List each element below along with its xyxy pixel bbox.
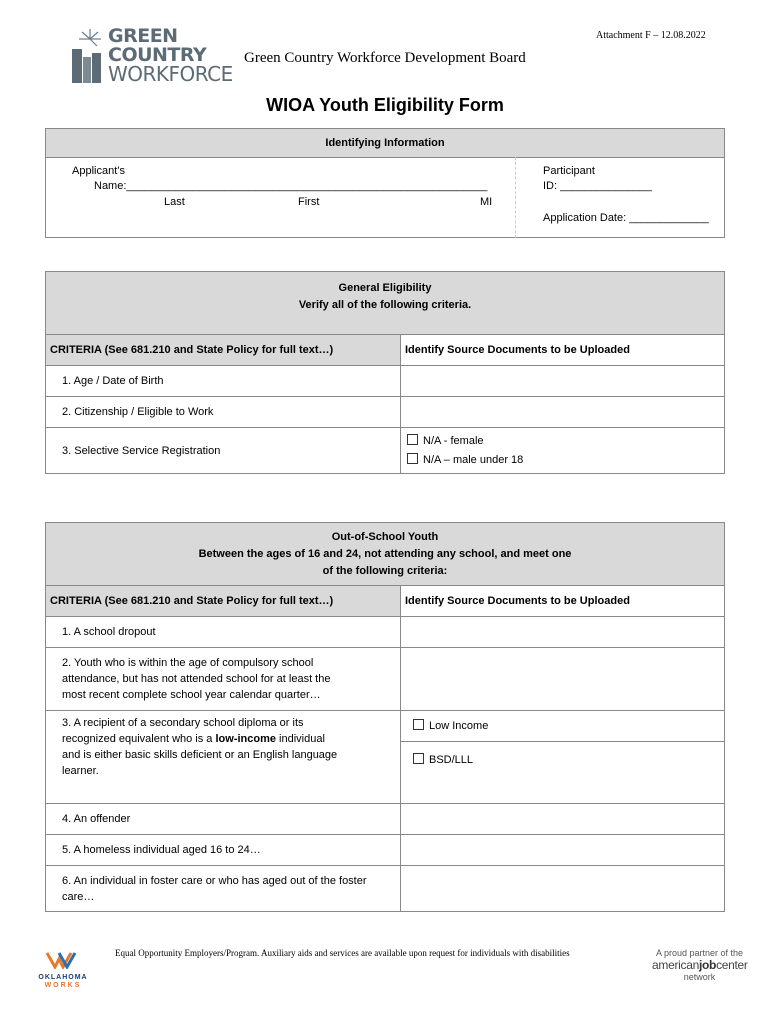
checkbox-icon[interactable]: [407, 434, 418, 445]
criteria-column-header: CRITERIA (See 681.210 and State Policy for full text…): [46, 586, 401, 617]
general-eligibility-header: [45, 271, 725, 335]
form-title: WIOA Youth Eligibility Form: [266, 95, 504, 115]
eeo-statement: Equal Opportunity Employers/Program. Auxiliary aids and services are available upon request for individuals with disabilities: [115, 948, 570, 958]
docs-cell-homeless[interactable]: [401, 835, 725, 866]
table-header-row: [46, 586, 725, 617]
oos-heading-1: Out-of-School Youth: [331, 531, 439, 543]
table-header-row: [46, 335, 725, 366]
criteria-age: 1. Age / Date of Birth: [46, 366, 401, 397]
last-label: Last: [164, 196, 185, 208]
docs-cell-offender[interactable]: [401, 804, 725, 835]
docs-cell-foster-care[interactable]: [401, 866, 725, 912]
documents-column-header: Identify Source Documents to be Uploaded: [401, 586, 725, 617]
logo-line-2: COUNTRY: [108, 44, 207, 66]
ajc-logo: [652, 948, 747, 982]
na-male-option[interactable]: N/A – male under 18: [407, 451, 724, 470]
docs-cell-compulsory[interactable]: [401, 648, 725, 711]
participant-id-field[interactable]: ID: _______________: [543, 180, 652, 192]
checkbox-icon[interactable]: [407, 453, 418, 464]
criteria-dropout: 1. A school dropout: [46, 617, 401, 648]
table-row: [46, 835, 725, 866]
logo-line-3: WORKFORCE: [108, 62, 233, 86]
column-divider: [515, 157, 517, 238]
oklahoma-works-logo: [35, 951, 91, 991]
oklahoma-label: OKLAHOMA: [38, 974, 88, 981]
criteria-homeless: 5. A homeless individual aged 16 to 24…: [46, 835, 401, 866]
table-row: [46, 711, 725, 742]
docs-cell-selective-service: [401, 428, 725, 474]
oos-heading-2: Between the ages of 16 and 24, not attending any school, and meet one: [198, 548, 572, 560]
ajc-network: network: [683, 972, 716, 982]
table-row: [46, 428, 725, 474]
table-row: [46, 866, 725, 912]
criteria-foster-care: 6. An individual in foster care or who has aged out of the foster care…: [46, 866, 401, 912]
ajc-tagline: A proud partner of the: [655, 948, 744, 958]
oklahoma-works-mark-icon: [45, 951, 81, 969]
works-label: WORKS: [44, 982, 82, 989]
applicant-label: Applicant’s: [72, 165, 125, 177]
ajc-wordmark: americanjobcenter: [652, 958, 748, 972]
mi-label: MI: [480, 196, 493, 208]
documents-column-header: Identify Source Documents to be Uploaded: [401, 335, 725, 366]
criteria-column-header: CRITERIA (See 681.210 and State Policy for full text…): [46, 335, 401, 366]
identifying-info-body: [45, 157, 725, 238]
na-female-option[interactable]: N/A - female: [407, 432, 724, 451]
checkbox-icon[interactable]: [413, 753, 424, 764]
criteria-diploma-recipient: 3. A recipient of a secondary school diploma or its recognized equivalent who is a low-income individual and is either basic skills deficient or an English language learner.: [46, 711, 401, 804]
criteria-selective-service: 3. Selective Service Registration: [46, 428, 401, 474]
city-skyline-icon: [70, 27, 104, 85]
participant-label: Participant: [543, 165, 595, 177]
identifying-info-heading: Identifying Information: [325, 137, 445, 149]
docs-cell-dropout[interactable]: [401, 617, 725, 648]
identifying-info-header: [45, 128, 725, 158]
low-income-option[interactable]: Low Income: [401, 711, 725, 742]
docs-cell-citizenship[interactable]: [401, 397, 725, 428]
logo-line-1: GREEN: [108, 25, 178, 47]
table-row: [46, 397, 725, 428]
docs-cell-age[interactable]: [401, 366, 725, 397]
criteria-compulsory: 2. Youth who is within the age of compulsory school attendance, but has not attended school for at least the most recent complete school year calendar quarter…: [46, 648, 401, 711]
table-row: [46, 617, 725, 648]
general-heading-2: Verify all of the following criteria.: [298, 299, 472, 311]
board-name: Green Country Workforce Development Board: [244, 50, 526, 66]
criteria-citizenship: 2. Citizenship / Eligible to Work: [46, 397, 401, 428]
general-heading-1: General Eligibility: [338, 282, 432, 294]
oos-table: [45, 585, 725, 912]
attachment-label: Attachment F – 12.08.2022: [596, 30, 706, 41]
criteria-offender: 4. An offender: [46, 804, 401, 835]
green-country-logo: [70, 25, 233, 87]
first-label: First: [298, 196, 320, 208]
applicant-name-field[interactable]: Name:___________________________________________________________: [94, 180, 488, 192]
oos-heading-3: of the following criteria:: [322, 565, 448, 577]
table-row: [46, 366, 725, 397]
table-row: [46, 804, 725, 835]
checkbox-icon[interactable]: [413, 719, 424, 730]
general-eligibility-table: [45, 334, 725, 474]
bsd-lll-option[interactable]: BSD/LLL: [401, 742, 725, 804]
application-date-field[interactable]: Application Date: _____________: [543, 212, 709, 224]
oos-header: [45, 522, 725, 586]
table-row: [46, 648, 725, 711]
